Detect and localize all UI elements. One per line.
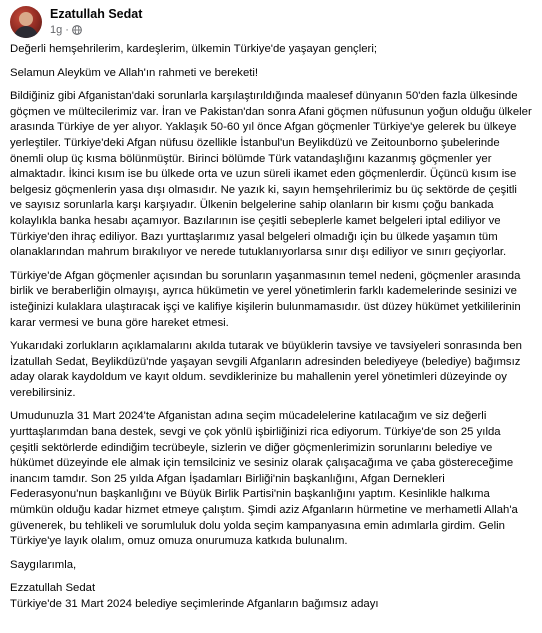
post-meta (50, 7, 142, 37)
post-timestamp[interactable]: 1g (50, 23, 63, 36)
signature-name: Ezzatullah Sedat (10, 582, 96, 595)
post-header (10, 0, 532, 40)
avatar[interactable] (10, 6, 42, 38)
greeting-paragraph: Değerli hemşehrilerim, kardeşlerim, ülkemin Türkiye'de yaşayan gençleri; (10, 43, 377, 55)
salutation-paragraph: Selamun Aleyküm ve Allah'ın rahmeti ve bereketi! (10, 66, 259, 79)
post-subline (50, 23, 142, 37)
body-paragraph-candidacy: Yukarıdaki zorlukların açıklamalarını akılda tutarak ve büyüklerin tavsiye ve tavsiyeleri sonrasında ben İzatullah Sedat, Beylikdüzü'nde yaşayan sevgili Afganların adresinden belediyeye (belediye) bağımsız aday olarak kaydoldum ve kayıt oldum. sevdiklerinize bu mahallenin yerel yönetimleri düzeyinde oy verebilirsiniz. (10, 340, 522, 399)
globe-icon[interactable] (72, 25, 82, 35)
body-paragraph-background: Bildiğiniz gibi Afganistan'daki sorunlarla karşılaştırıldığında maalesef dünyanın 50'den fazla ülkesinde göçmen ve mültecilerimiz var. İran ve Pakistan'dan sonra Afani göçmen nüfusunun yoğun olduğu ülkeler arasında Türkiye de yer alıyor. Yaklaşık 50-60 yıl önce Afgan göçmenler Türkiye'ye gelerek bu ülkeye yerleştiler. Türkiye'deki Afgan nüfusu özellikle İstanbul'un Beylikdüzü ve Zeitounborno şubelerinde önemli olup üç kısma bölünmüştür. Birinci bölümde Türk vatandaşlığını kazanmış göçmenler yer almaktadır. İkinci kısım ise bu ülkede orta ve uzun süreli ikamet eden göçmenlerdir. Üçüncü kısım ise belgesiz göçmenlerin yasa dışı olmasıdır. Ne yazık ki, sayın hemşehrilerimiz bu üç sektörde de çeşitli ve sayısız sorunlarla karşı karşıyadır. Ülkenin belgelerine sahip olanların bir kısmı çoğu bankada kolaylıkla banka hesabı açamıyor. Bazılarının ise çeşitli sebeplerle kamet belgeleri iptal ediliyor ve Türkiye'den ihraç ediliyor. Bazı yurttaşlarımız yasal belgeleri olmadığı için bu ülkede yaşamın tüm olanaklarından mahrum bırakılıyor ve nerede tutuklanıyorlarsa sınır dışı ediliyor ve sınırı geçiyorlar. (10, 90, 532, 259)
separator-dot: · (65, 23, 69, 36)
body-paragraph-campaign: Umudunuzla 31 Mart 2024'te Afganistan adına seçim mücadelelerine katılacağım ve siz değerli yurttaşlarımdan bana destek, sevgi ve çok yönlü işbirliğinizi rica ediyorum. Türkiye'de son 25 yılda çeşitli sektörlerde edindiğim tecrübeyle, sizlerin ve diğer göçmenlerimizin sorunlarını belediye ve hükümet düzeyinde ele almak için temsilciniz ve sesiniz olarak çalışacağıma ve çaba göstereceğime inancım tamdır. Son 25 yılda Afgan İşadamları Birliği'nin başkanlığını, Afgan Dernekleri Federasyonu'nun başkanlığını ve Büyük Birlik Partisi'nin başkanlığını yaptım. Kesinlikle halkıma mümkün olduğu kadar hizmet etmeye çalıştım. Şimdi aziz Afganların hürmetine ve merhametli Allah'a güvenerek, bu tehlikeli ve sorumluluk dolu yolda seçim kampanyasına emin adımlarla girdim. Gelin Türkiye'ye layık olalım, omuz omuza onurumuza katkıda bulunalım. (10, 410, 518, 548)
body-paragraph-reasons: Türkiye'de Afgan göçmenler açısından bu sorunların yaşanmasının temel nedeni, göçmenler arasında birlik ve beraberliğin olmayışı, ayrıca hükümetin ve yerel yönetimlerin farklı kademelerinde sesinizi ve isteğinizi kulaklara ulaştıracak işçi ve kalifiye kişilerin bulunmamasıdır. üst düzey hükümet yetkililerinin karar vermesi ve buna göre hareket etmesi. (10, 269, 521, 329)
closing-paragraph: Saygılarımla, (10, 558, 77, 571)
post-body (10, 42, 532, 613)
signature-title: Türkiye'de 31 Mart 2024 belediye seçimlerinde Afganların bağımsız adayı (10, 598, 379, 610)
author-name[interactable]: Ezatullah Sedat (50, 6, 143, 21)
